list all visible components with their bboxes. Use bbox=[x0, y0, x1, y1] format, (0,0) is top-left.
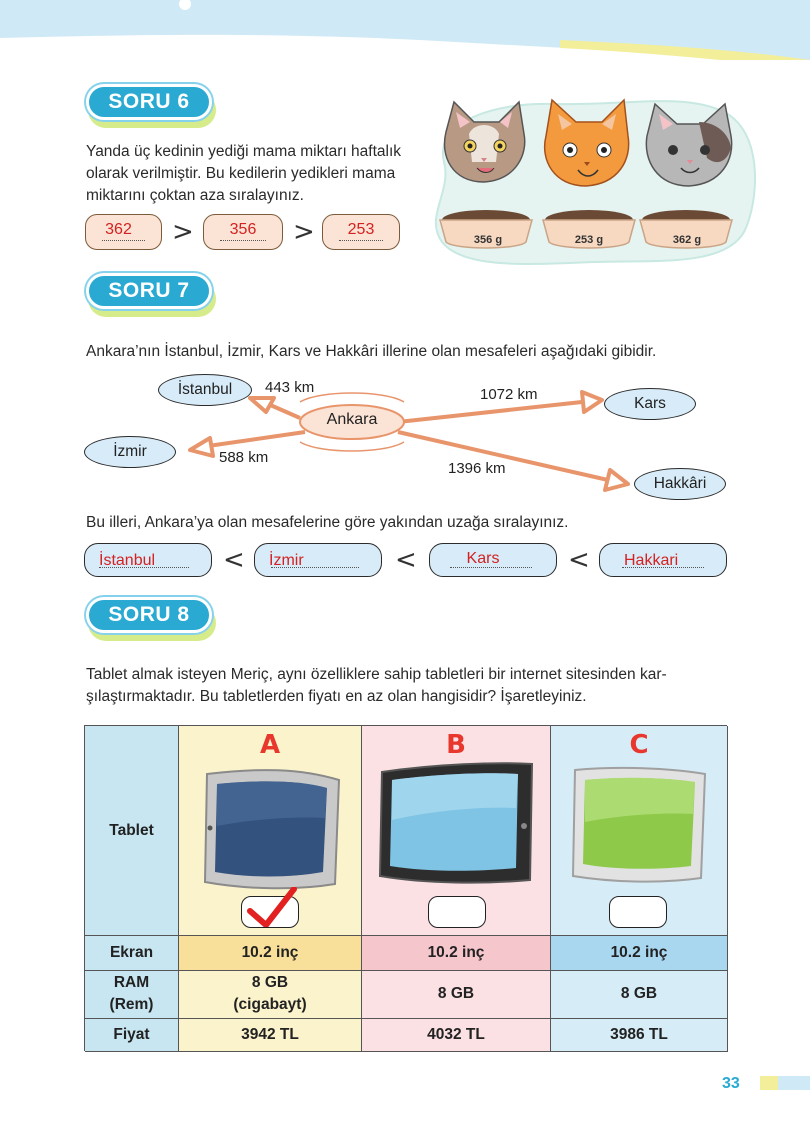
column-b-tablet-cell bbox=[362, 726, 551, 936]
table-label-tablet-cell bbox=[85, 726, 179, 936]
city-hakkari: Hakkâri bbox=[634, 468, 726, 500]
greater-than-2: > bbox=[293, 217, 315, 247]
soru-7-instruction: Bu illeri, Ankara’ya olan mesafelerine göre yakından uzağa sıralayınız. bbox=[86, 514, 569, 531]
column-a-tablet-cell bbox=[179, 726, 362, 936]
check-mark-icon bbox=[244, 887, 300, 927]
table-label-ram-cell bbox=[85, 971, 179, 1019]
column-c-fiyat: 3986 TL bbox=[610, 1026, 668, 1043]
column-b-ekran: 10.2 inç bbox=[427, 944, 485, 961]
option-a-checkbox[interactable] bbox=[241, 896, 299, 928]
soru-6-answer-1[interactable]: 362 bbox=[85, 214, 162, 250]
column-b-ram-cell bbox=[362, 971, 551, 1019]
soru-7-answer-1[interactable]: İstanbul bbox=[84, 543, 212, 577]
top-banner bbox=[0, 0, 810, 60]
soru-6-answer-2[interactable]: 356 bbox=[203, 214, 283, 250]
column-c-tablet-cell bbox=[551, 726, 728, 936]
column-a-letter: A bbox=[259, 730, 281, 760]
column-c-ram-cell bbox=[551, 971, 728, 1019]
column-c-letter: C bbox=[629, 730, 649, 760]
bowl-3-label: 362 g bbox=[672, 234, 702, 246]
page-number-tab bbox=[760, 1076, 810, 1090]
distance-kars: 1072 km bbox=[480, 386, 538, 403]
column-a-ekran-cell bbox=[179, 936, 362, 971]
column-a-ekran: 10.2 inç bbox=[241, 944, 299, 961]
distance-hakkari: 1396 km bbox=[448, 460, 506, 477]
column-b-ekran-cell bbox=[362, 936, 551, 971]
column-c-ekran: 10.2 inç bbox=[610, 944, 668, 961]
greater-than-1: > bbox=[172, 217, 194, 247]
column-c-fiyat-cell bbox=[551, 1019, 728, 1052]
column-b-ram: 8 GB bbox=[437, 985, 475, 1002]
row-label-fiyat: Fiyat bbox=[113, 1026, 150, 1043]
tablet-c-icon bbox=[569, 764, 709, 886]
column-b-fiyat-cell bbox=[362, 1019, 551, 1052]
less-than-3: < bbox=[568, 545, 590, 575]
distance-izmir: 588 km bbox=[219, 449, 269, 466]
option-b-checkbox[interactable] bbox=[428, 896, 486, 928]
soru-8-text: Tablet almak isteyen Meriç, aynı özelliklere sahip tabletleri bir internet sitesinden kar- şılaştırmaktadır. Bu tabletlerden fiyatı en az olan hangisidir? İşaretleyiniz. bbox=[86, 666, 667, 705]
column-a-ram-unit: (cigabayt) bbox=[233, 996, 307, 1013]
less-than-2: < bbox=[395, 545, 417, 575]
soru-7-answer-2[interactable]: İzmir bbox=[254, 543, 382, 577]
city-izmir: İzmir bbox=[84, 436, 176, 468]
soru-6-answer-3[interactable]: 253 bbox=[322, 214, 400, 250]
soru-7-answer-4[interactable]: Hakkari bbox=[599, 543, 727, 577]
ankara-label: Ankara bbox=[326, 411, 378, 428]
tablet-a-icon bbox=[199, 766, 345, 892]
column-b-fiyat: 4032 TL bbox=[427, 1026, 485, 1043]
option-c-checkbox[interactable] bbox=[609, 896, 667, 928]
tablet-b-icon bbox=[376, 758, 536, 888]
table-label-fiyat-cell bbox=[85, 1019, 179, 1052]
distance-istanbul: 443 km bbox=[265, 379, 315, 396]
column-a-fiyat-cell bbox=[179, 1019, 362, 1052]
soru-7-text: Ankara’nın İstanbul, İzmir, Kars ve Hakkâri illerine olan mesafeleri aşağıdaki gibidir. bbox=[86, 343, 657, 360]
soru-7-badge: SORU 7 bbox=[86, 273, 216, 315]
column-c-ekran-cell bbox=[551, 936, 728, 971]
soru-6-text: Yanda üç kedinin yediği mama miktarı haftalık olarak verilmiştir. Bu kedilerin yedikleri mama miktarını çoktan aza sıralayınız. bbox=[86, 143, 402, 204]
less-than-1: < bbox=[223, 545, 245, 575]
column-a-ram-cell bbox=[179, 971, 362, 1019]
row-label-ram: RAM bbox=[113, 974, 150, 991]
table-label-ekran-cell bbox=[85, 936, 179, 971]
bowl-2-label: 253 g bbox=[574, 234, 604, 246]
city-istanbul: İstanbul bbox=[158, 374, 252, 406]
soru-7-answer-3[interactable]: Kars bbox=[429, 543, 557, 577]
column-a-ram: 8 GB bbox=[251, 974, 289, 991]
column-a-fiyat: 3942 TL bbox=[241, 1026, 299, 1043]
row-label-ekran: Ekran bbox=[109, 944, 154, 961]
page-number: 33 bbox=[722, 1075, 740, 1092]
row-label-tablet: Tablet bbox=[109, 822, 154, 839]
column-c-ram: 8 GB bbox=[620, 985, 658, 1002]
row-label-rem: (Rem) bbox=[109, 996, 154, 1013]
tablet-comparison-table bbox=[84, 725, 727, 1051]
bowl-1-label: 356 g bbox=[473, 234, 503, 246]
city-kars: Kars bbox=[604, 388, 696, 420]
soru-8-badge: SORU 8 bbox=[86, 597, 216, 639]
soru-6-badge: SORU 6 bbox=[86, 84, 216, 126]
column-b-letter: B bbox=[446, 730, 466, 760]
